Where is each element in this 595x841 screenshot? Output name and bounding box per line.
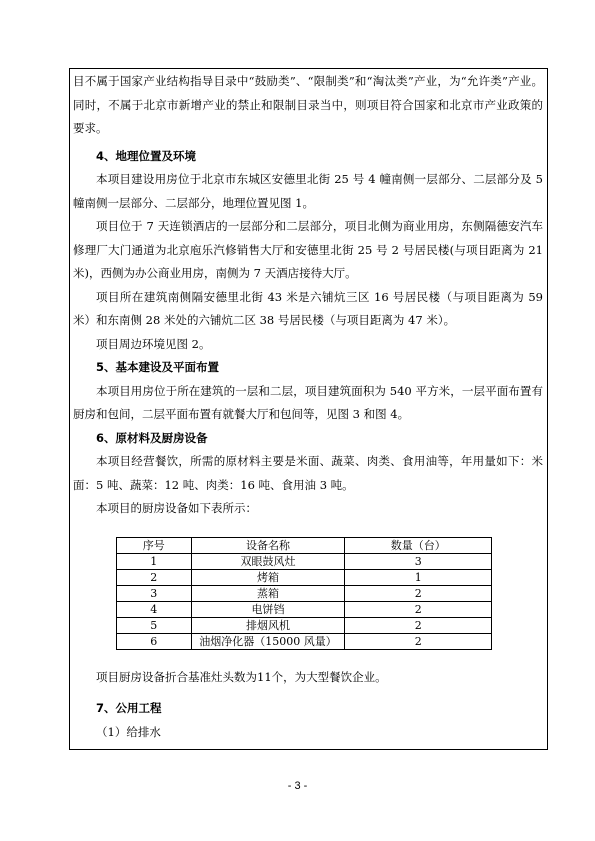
table-row	[117, 633, 492, 649]
equipment-table	[116, 537, 492, 650]
table-header-cell: 数量（台）	[345, 537, 492, 553]
paragraph-location-4: 项目周边环境见图 2。	[96, 336, 211, 351]
table-cell: 4	[117, 601, 192, 617]
table-cell: 双眼鼓风灶	[191, 553, 345, 569]
table-cell: 油烟净化器（15000 风量）	[191, 633, 345, 649]
document-body	[73, 70, 543, 744]
paragraph-materials-3: 项目厨房设备折合基准灶头数为11个，为大型餐饮企业。	[96, 669, 387, 684]
table-cell: 3	[345, 553, 492, 569]
subsection-heading-water: （1）给排水	[96, 724, 161, 739]
table-header-row	[117, 537, 492, 553]
paragraph-location-1: 本项目建设用房位于北京市东城区安德里北街 25 号 4 幢南侧一层部分、二层部分及 5 幢南侧一层部分、二层部分，地理位置见图 1。	[73, 172, 543, 210]
table-cell: 电饼铛	[191, 601, 345, 617]
table-cell: 2	[345, 633, 492, 649]
paragraph-location-3: 项目所在建筑南侧隔安德里北街 43 米是六铺炕三区 16 号居民楼（与项目距离为 59 米）和东南侧 28 米处的六铺炕二区 38 号居民楼（与项目距离为 47 米）。	[73, 289, 543, 327]
table-cell: 排烟风机	[191, 617, 345, 633]
paragraph-location-2: 项目位于 7 天连锁酒店的一层部分和二层部分，项目北侧为商业用房，东侧隔德安汽车修理厂大门通道为北京庖乐汽修销售大厅和安德里北街 25 号 2 号居民楼(与项目距离为 21 米)，西侧为办公商业用房，南侧为 7 天酒店接待大厅。	[73, 219, 543, 280]
paragraph-construction-1: 本项目用房位于所在建筑的一层和二层，项目建筑面积为 540 平方米，一层平面布置有厨房和包间，二层平面布置有就餐大厅和包间等，见图 3 和图 4。	[73, 383, 543, 421]
table-cell: 3	[117, 585, 192, 601]
table-cell: 6	[117, 633, 192, 649]
equipment-table-wrapper	[73, 537, 543, 650]
table-cell: 1	[345, 569, 492, 585]
table-header-cell: 序号	[117, 537, 192, 553]
section-heading-materials: 6、原材料及厨房设备	[96, 430, 208, 445]
page-number: - 3 -	[287, 780, 308, 792]
table-header-cell: 设备名称	[191, 537, 345, 553]
table-cell: 2	[117, 569, 192, 585]
table-cell: 2	[345, 585, 492, 601]
paragraph-materials-2: 本项目的厨房设备如下表所示：	[96, 501, 257, 515]
table-cell: 蒸箱	[191, 585, 345, 601]
table-row	[117, 569, 492, 585]
section-heading-location: 4、地理位置及环境	[96, 148, 197, 163]
table-row	[117, 585, 492, 601]
paragraph-intro: 目不属于国家产业结构指导目录中“鼓励类”、“限制类”和“淘汰类”产业，为“允许类”产业。同时，不属于北京市新增产业的禁止和限制目录当中，则项目符合国家和北京市产业政策的要求。	[73, 74, 543, 135]
table-cell: 烤箱	[191, 569, 345, 585]
table-cell: 5	[117, 617, 192, 633]
section-heading-construction: 5、基本建设及平面布置	[96, 360, 220, 374]
table-cell: 2	[345, 617, 492, 633]
paragraph-materials-1: 本项目经营餐饮，所需的原材料主要是米面、蔬菜、肉类、食用油等，年用量如下：米面：5 吨、蔬菜：12 吨、肉类：16 吨、食用油 3 吨。	[73, 454, 543, 492]
table-row	[117, 601, 492, 617]
table-cell: 1	[117, 553, 192, 569]
table-cell: 2	[345, 601, 492, 617]
table-row	[117, 553, 492, 569]
table-row	[117, 617, 492, 633]
section-heading-utilities: 7、公用工程	[96, 701, 162, 715]
